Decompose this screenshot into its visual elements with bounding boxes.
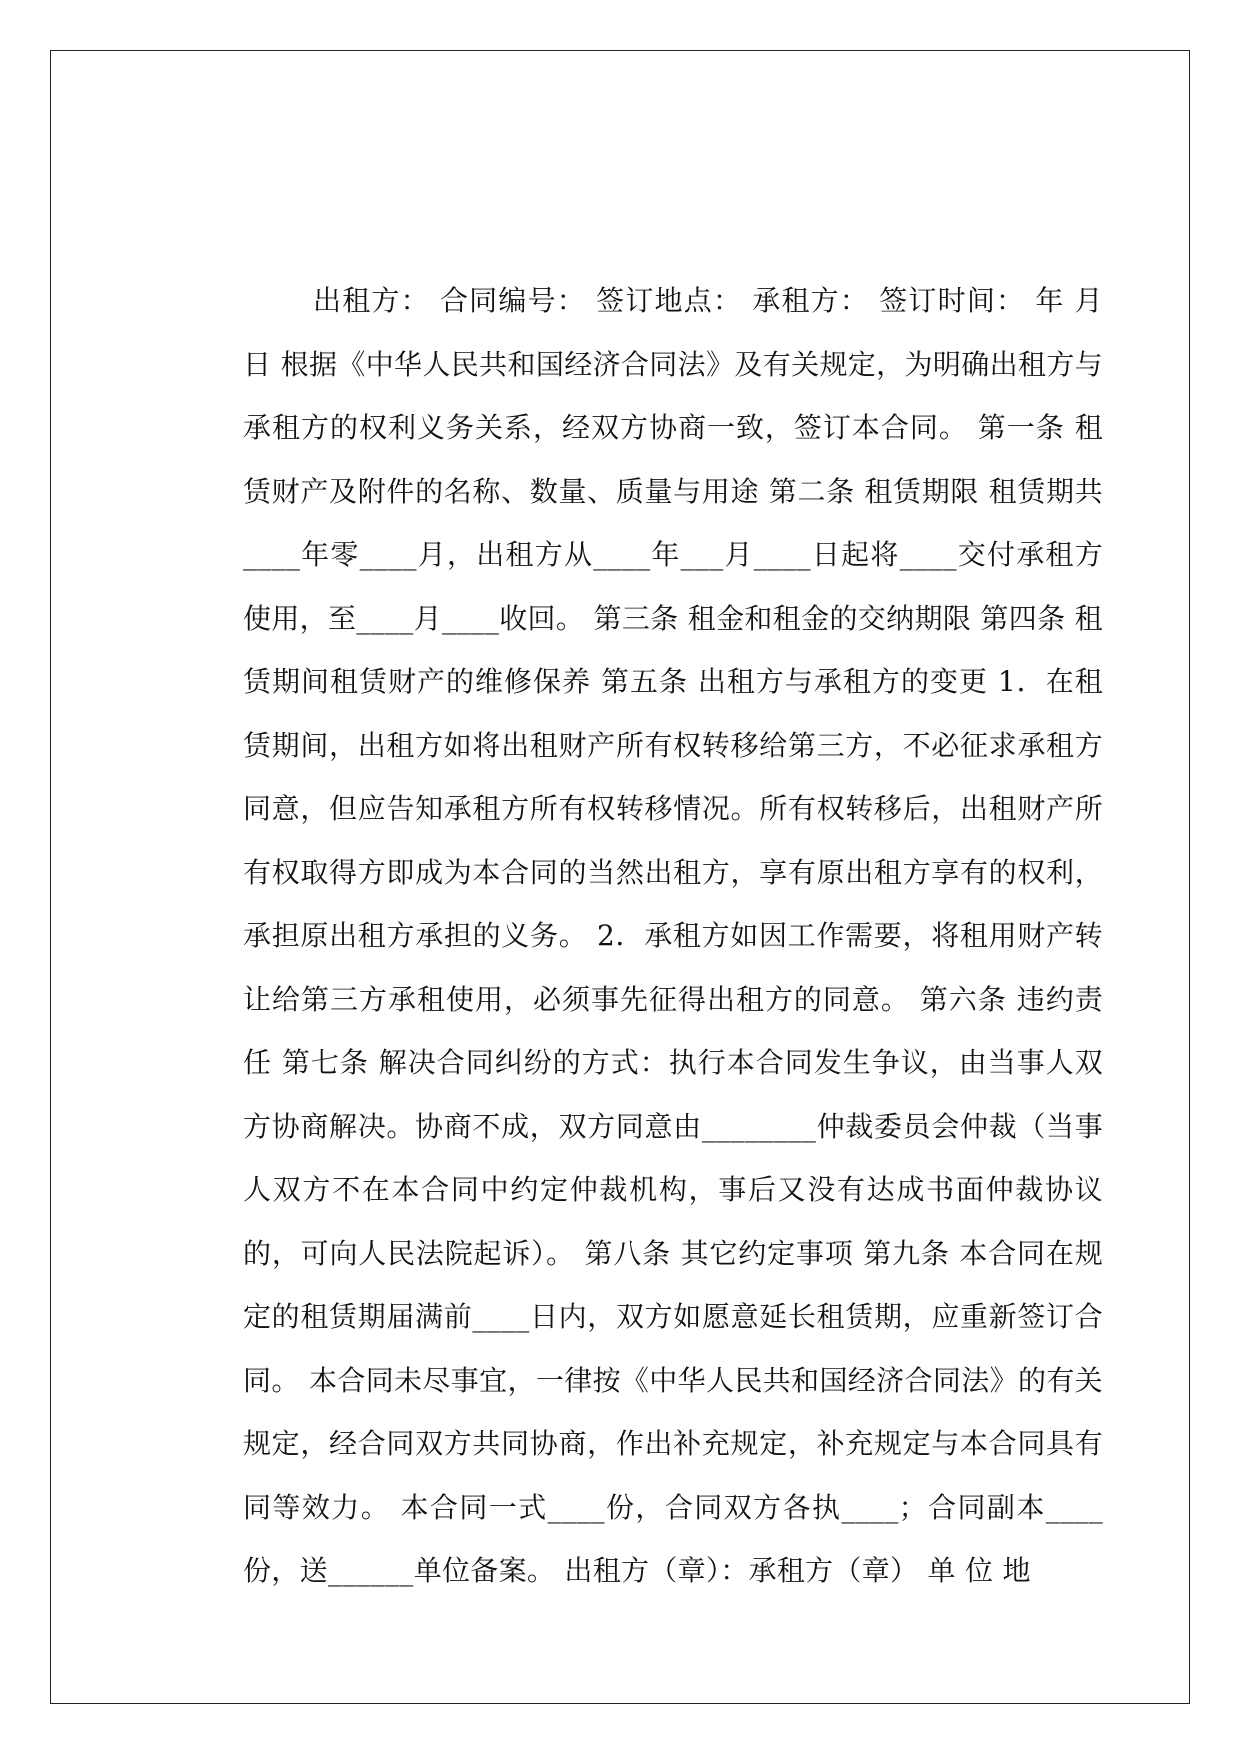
page-frame (50, 50, 1190, 1704)
contract-body-text: 出租方： 合同编号： 签订地点： 承租方： 签订时间： 年 月 日 根据《中华人民共和国经济合同法》及有关规定，为明确出租方与承租方的权利义务关系，经双方协商一致，签订本合同。 第一条 租赁财产及附件的名称、数量、质量与用途 第二条 租赁期限 租赁期共____年零____月，出租方从____年___月____日起将____交付承租方使用，至____月____收回。 第三条 租金和租金的交纳期限 第四条 租赁期间租赁财产的维修保养 第五条 出租方与承租方的变更 1．在租赁期间，出租方如将出租财产所有权转移给第三方，不必征求承租方同意，但应告知承租方所有权转移情况。所有权转移后，出租财产所有权取得方即成为本合同的当然出租方，享有原出租方享有的权利，承担原出租方承担的义务。 2．承租方如因工作需要，将租用财产转让给第三方承租使用，必须事先征得出租方的同意。 第六条 违约责任 第七条 解决合同纠纷的方式：执行本合同发生争议，由当事人双方协商解决。协商不成，双方同意由________仲裁委员会仲裁（当事人双方不在本合同中约定仲裁机构，事后又没有达成书面仲裁协议的，可向人民法院起诉）。 第八条 其它约定事项 第九条 本合同在规定的租赁期届满前____日内，双方如愿意延长租赁期，应重新签订合同。 本合同未尽事宜，一律按《中华人民共和国经济合同法》的有关规定，经合同双方共同协商，作出补充规定，补充规定与本合同具有同等效力。 本合同一式____份，合同双方各执____；合同副本____份，送______单位备案。 出租方（章）：承租方（章） 单 位 地 (243, 284, 1103, 1587)
